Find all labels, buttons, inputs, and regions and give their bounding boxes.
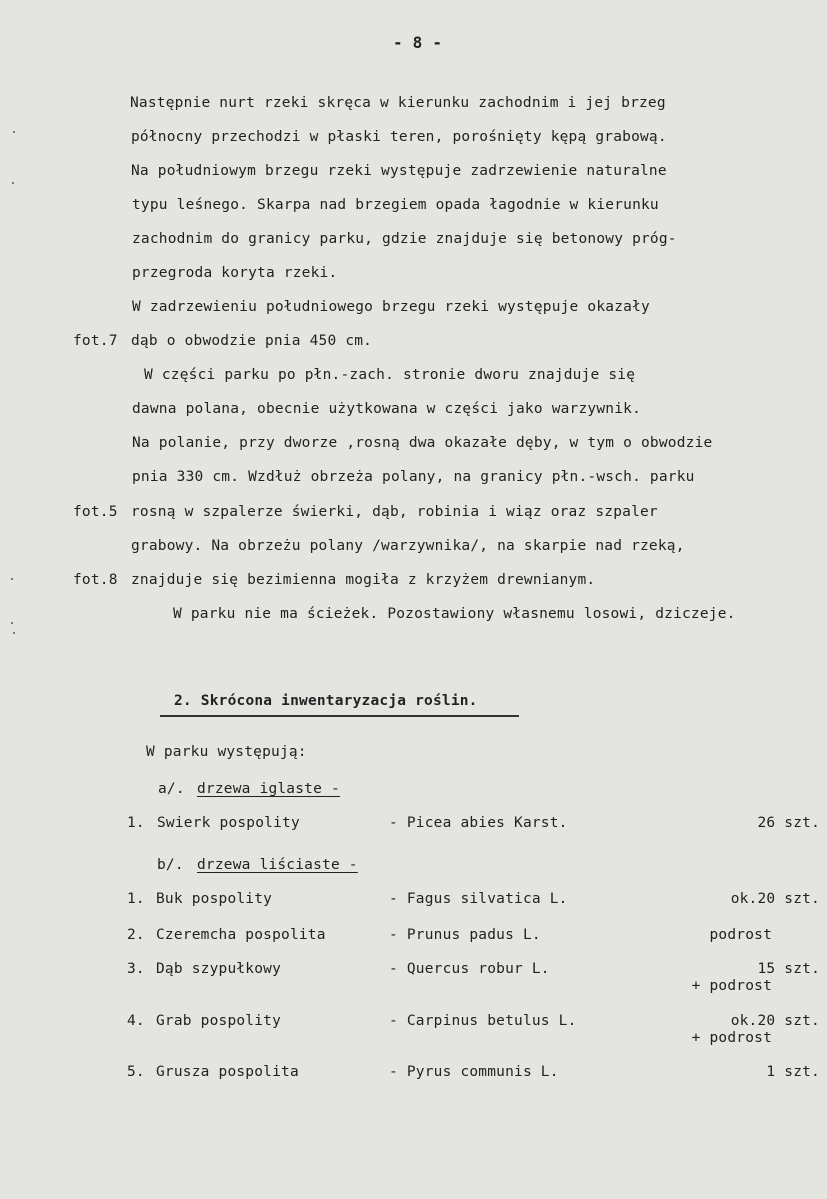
body-line: pnia 330 cm. Wzdłuż obrzeża polany, na granicy płn.-wsch. parku xyxy=(132,469,695,485)
row-name: Grab pospolity xyxy=(156,1013,282,1029)
scan-speck xyxy=(13,632,15,634)
row-count: 26 szt. xyxy=(757,815,820,831)
body-line: dawna polana, obecnie użytkowana w części jako warzywnik. xyxy=(132,401,641,417)
body-line: północny przechodzi w płaski teren, porośnięty kępą grabową. xyxy=(131,129,667,145)
row-count: ok.20 szt. xyxy=(730,891,820,907)
scan-speck xyxy=(11,578,13,580)
row-extra: + podrost xyxy=(691,1030,772,1046)
row-number: 1. xyxy=(127,891,145,907)
body-line: dąb o obwodzie pnia 450 cm. xyxy=(131,333,373,349)
row-count: 15 szt. xyxy=(757,961,820,977)
row-name: Swierk pospolity xyxy=(157,815,300,831)
margin-note-fot8: fot.8 xyxy=(73,572,118,588)
row-name: Czeremcha pospolita xyxy=(156,927,326,943)
row-name: Grusza pospolita xyxy=(156,1064,299,1080)
scan-speck xyxy=(12,182,14,184)
category-a-label: drzewa iglaste - xyxy=(197,781,340,797)
category-a-prefix: a/. xyxy=(158,781,185,797)
row-number: 4. xyxy=(127,1013,145,1029)
row-latin: - Fagus silvatica L. xyxy=(389,891,568,907)
row-latin: - Pyrus communis L. xyxy=(389,1064,559,1080)
margin-note-fot5: fot.5 xyxy=(73,504,118,520)
body-line: Następnie nurt rzeki skręca w kierunku zachodnim i jej brzeg xyxy=(130,95,666,111)
row-name: Buk pospolity xyxy=(156,891,273,907)
row-number: 2. xyxy=(127,927,145,943)
intro-line: W parku występują: xyxy=(146,744,307,760)
page-number: - 8 - xyxy=(393,33,443,52)
row-number: 1. xyxy=(127,815,145,831)
row-latin: - Prunus padus L. xyxy=(389,927,541,943)
scan-speck xyxy=(13,131,15,133)
row-count: podrost xyxy=(709,927,772,943)
body-line: W parku nie ma ścieżek. Pozostawiony własnemu losowi, dziczeje. xyxy=(173,606,736,622)
section-heading: 2. Skrócona inwentaryzacja roślin. xyxy=(174,693,478,709)
row-latin: - Carpinus betulus L. xyxy=(389,1013,577,1029)
body-line: przegroda koryta rzeki. xyxy=(132,265,338,281)
body-line: W zadrzewieniu południowego brzegu rzeki występuje okazały xyxy=(132,299,650,315)
body-line: typu leśnego. Skarpa nad brzegiem opada łagodnie w kierunku xyxy=(132,197,659,213)
margin-note-fot7: fot.7 xyxy=(73,333,118,349)
row-latin: - Picea abies Karst. xyxy=(389,815,568,831)
body-line: grabowy. Na obrzeżu polany /warzywnika/, na skarpie nad rzeką, xyxy=(131,538,685,554)
body-line: zachodnim do granicy parku, gdzie znajduje się betonowy próg- xyxy=(132,231,677,247)
row-latin: - Quercus robur L. xyxy=(389,961,550,977)
body-line: Na południowym brzegu rzeki występuje zadrzewienie naturalne xyxy=(131,163,667,179)
body-line: Na polanie, przy dworze ,rosną dwa okazałe dęby, w tym o obwodzie xyxy=(132,435,713,451)
body-line: znajduje się bezimienna mogiła z krzyżem drewnianym. xyxy=(131,572,596,588)
category-b-prefix: b/. xyxy=(157,857,184,873)
row-count: 1 szt. xyxy=(766,1064,820,1080)
heading-underline xyxy=(160,715,519,717)
body-line: rosną w szpalerze świerki, dąb, robinia i wiąz oraz szpaler xyxy=(131,504,658,520)
row-count: ok.20 szt. xyxy=(730,1013,820,1029)
row-number: 3. xyxy=(127,961,145,977)
body-line: W części parku po płn.-zach. stronie dworu znajduje się xyxy=(144,367,636,383)
scan-speck xyxy=(11,622,13,624)
row-name: Dąb szypułkowy xyxy=(156,961,282,977)
category-b-label: drzewa liściaste - xyxy=(197,857,358,873)
row-extra: + podrost xyxy=(691,978,772,994)
row-number: 5. xyxy=(127,1064,145,1080)
